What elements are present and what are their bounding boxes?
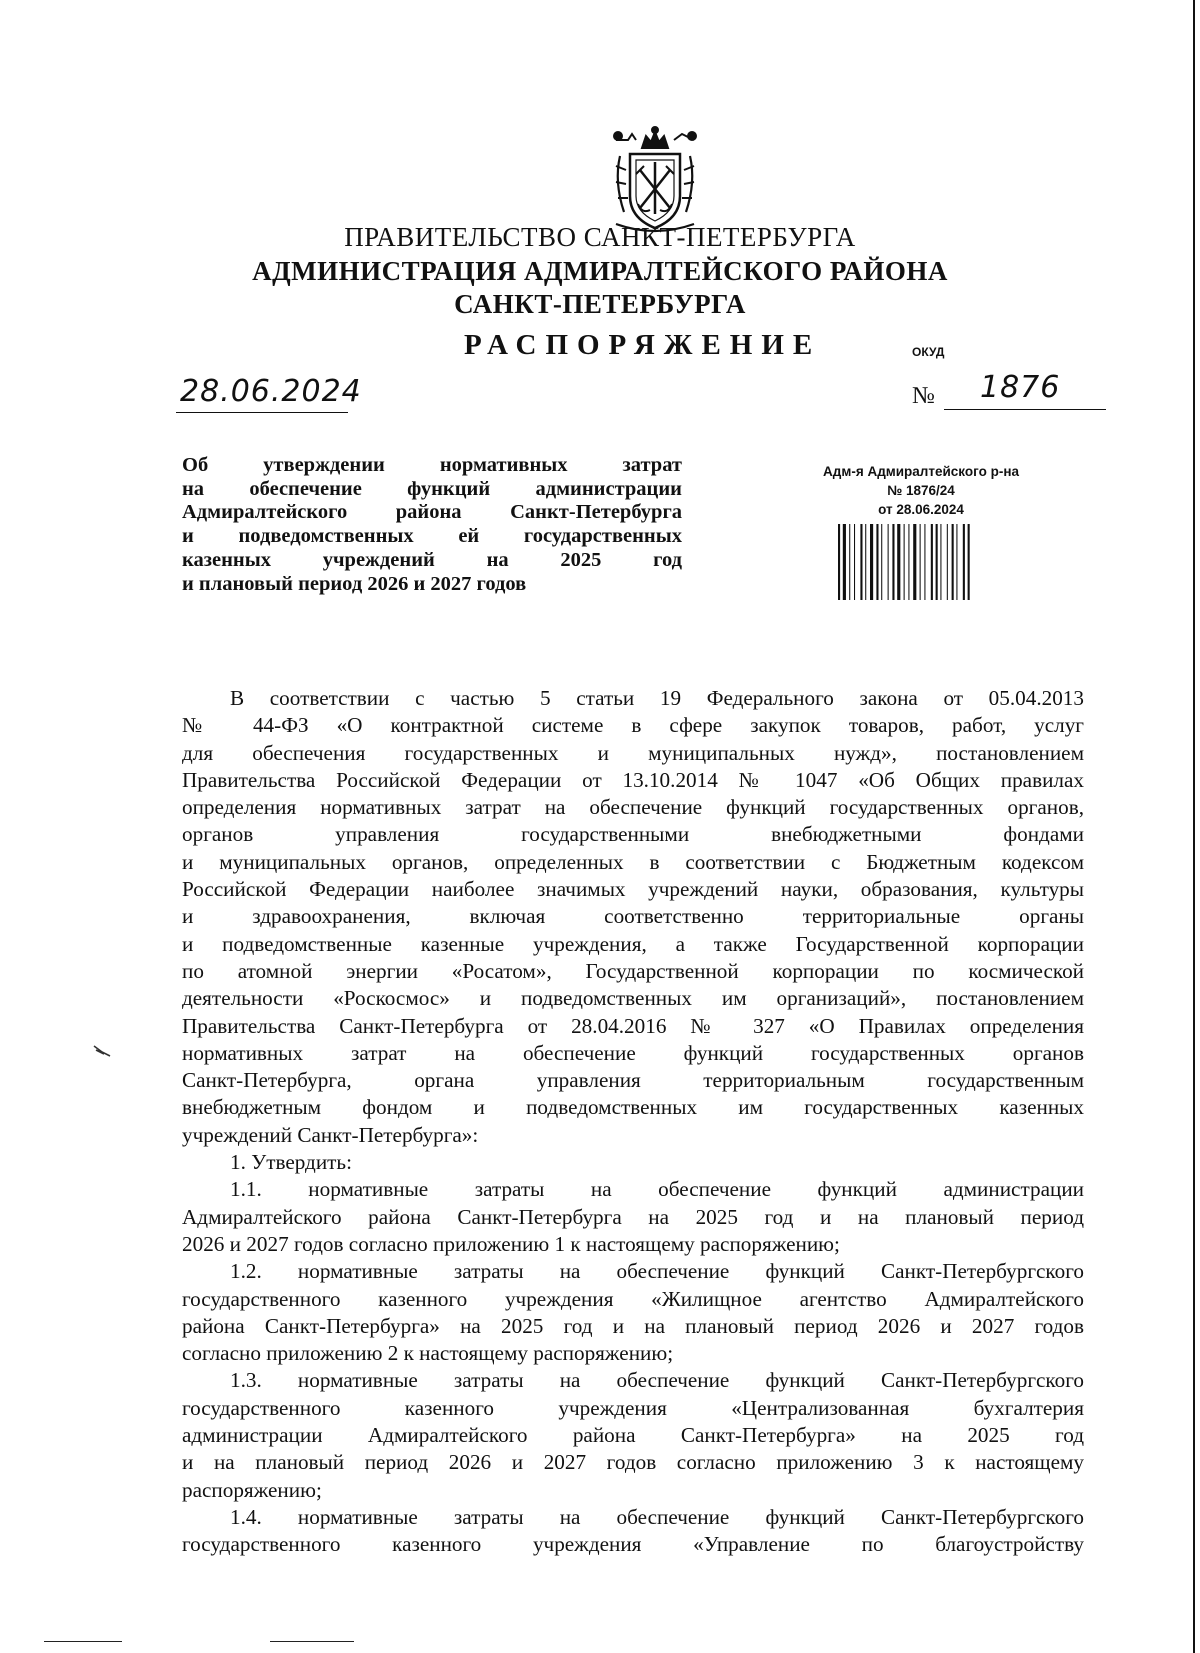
body-line: деятельности «Роскосмос» и подведомственных им организаций», постановлением [182,986,1084,1011]
number-underline [944,409,1106,410]
margin-pen-mark [92,1044,112,1058]
date-underline [176,412,348,413]
document-type-title: РАСПОРЯЖЕНИЕ [464,329,822,361]
body-line: согласно приложению 2 к настоящему распоряжению; [182,1341,674,1366]
registration-stamp-date: от 28.06.2024 [878,502,964,517]
document-number-handwritten: 1876 [980,370,1061,405]
body-line: Санкт-Петербурга, органа управления территориальным государственным [182,1068,1084,1093]
body-line: государственного казенного учреждения «Управление по благоустройству [182,1532,1084,1557]
subject-line: на обеспечение функций администрации [182,477,682,500]
registration-stamp-org: Адм-я Адмиралтейского р-на [823,464,1019,479]
coat-of-arms-emblem [606,126,704,234]
body-line: Правительства Российской Федерации от 13.10.2014 № 1047 «Об Общих правилах [182,767,1084,792]
subject-line: Адмиралтейского района Санкт-Петербурга [182,501,682,524]
subject-line: и плановый период 2026 и 2027 годов [182,572,527,595]
document-subject [182,454,682,596]
body-line: Правительства Санкт-Петербурга от 28.04.2016 № 327 «О Правилах определения [182,1013,1084,1038]
body-line: и муниципальных органов, определенных в соответствии с Бюджетным кодексом [182,849,1084,874]
body-line: для обеспечения государственных и муниципальных нужд», постановлением [182,740,1084,765]
body-line: В соответствии с частью 5 статьи 19 Федерального закона от 05.04.2013 [230,686,1084,710]
body-line: 1.3. нормативные затраты на обеспечение функций Санкт-Петербургского [230,1368,1084,1393]
registration-barcode [838,524,994,600]
org-name-city: САНКТ-ПЕТЕРБУРГА [454,289,746,319]
body-line: внебюджетным фондом и подведомственных им государственных казенных [182,1095,1084,1120]
body-line: органов управления государственными внебюджетными фондами [182,822,1084,847]
body-line: по атомной энергии «Росатом», Государственной корпорации по космической [182,958,1084,983]
body-line: 1. Утвердить: [230,1150,352,1175]
subject-line: казенных учреждений на 2025 год [182,548,682,571]
body-line: распоряжению; [182,1477,322,1502]
body-line: № 44-ФЗ «О контрактной системе в сфере закупок товаров, работ, услуг [182,713,1084,738]
body-line: Адмиралтейского района Санкт-Петербурга на 2025 год и на плановый период [182,1204,1084,1229]
footer-rule-center [270,1641,354,1642]
scan-edge-line [1193,0,1195,1653]
body-line: нормативных затрат на обеспечение функций государственных органов [182,1040,1084,1065]
org-name-administration: АДМИНИСТРАЦИЯ АДМИРАЛТЕЙСКОГО РАЙОНА [252,256,948,286]
body-line: 1.4. нормативные затраты на обеспечение функций Санкт-Петербургского [230,1504,1084,1529]
footer-rule-left [44,1641,122,1642]
document-body [182,685,1084,1559]
body-line: 1.2. нормативные затраты на обеспечение функций Санкт-Петербургского [230,1259,1084,1284]
body-line: государственного казенного учреждения «Централизованная бухгалтерия [182,1395,1084,1420]
subject-line: Об утверждении нормативных затрат [182,454,682,476]
body-line: Российской Федерации наиболее значимых учреждений науки, образования, культуры [182,877,1084,902]
registration-stamp [796,462,1046,519]
body-line: 1.1. нормативные затраты на обеспечение функций администрации [230,1177,1084,1202]
number-label: № [912,383,935,409]
registration-stamp-number: № 1876/24 [887,483,955,498]
body-line: и здравоохранения, включая соответственно территориальные органы [182,904,1084,929]
body-line: и на плановый период 2026 и 2027 годов согласно приложению 3 к настоящему [182,1450,1084,1475]
okud-label: ОКУД [912,345,945,359]
subject-line: и подведомственных ей государственных [182,525,682,548]
document-date-handwritten: 28.06.2024 [180,374,362,409]
body-line: государственного казенного учреждения «Жилищное агентство Адмиралтейского [182,1286,1084,1311]
body-line: администрации Адмиралтейского района Санкт-Петербурга» на 2025 год [182,1423,1084,1448]
body-line: учреждений Санкт-Петербурга»: [182,1122,479,1147]
body-line: района Санкт-Петербурга» на 2025 год и на плановый период 2026 и 2027 годов [182,1313,1084,1338]
org-name-government: ПРАВИТЕЛЬСТВО САНКТ-ПЕТЕРБУРГА [344,222,856,252]
body-line: 2026 и 2027 годов согласно приложению 1 к настоящему распоряжению; [182,1231,840,1256]
body-line: определения нормативных затрат на обеспечение функций государственных органов, [182,795,1084,820]
body-line: и подведомственные казенные учреждения, а также Государственной корпорации [182,931,1084,956]
